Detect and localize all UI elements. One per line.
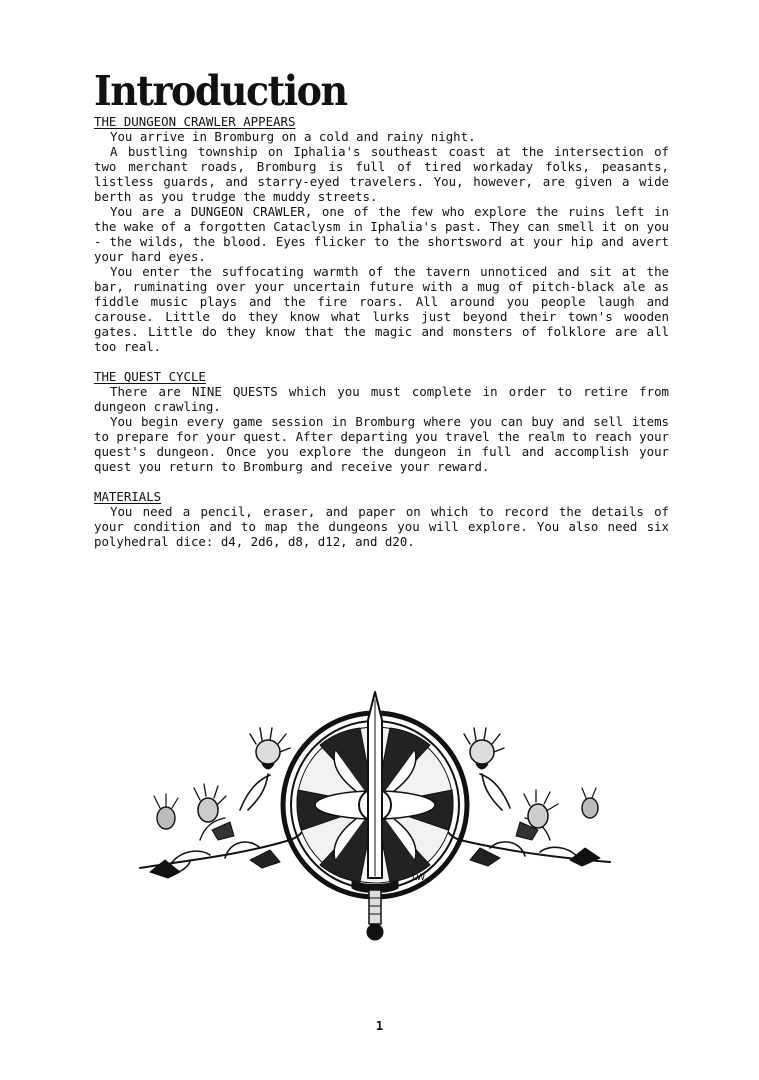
thistle-icon xyxy=(154,794,178,829)
section-quest-cycle xyxy=(94,369,669,474)
body-text xyxy=(94,114,669,564)
page-number: 1 xyxy=(375,1018,384,1033)
paragraph: You need a pencil, eraser, and paper on which to record the details of your condition and to map the dungeons you will explore. You also need six polyhedral dice: d4, 2d6, d8, d12, and d20. xyxy=(94,504,669,549)
paragraph: You are a DUNGEON CRAWLER, one of the few who explore the ruins left in the wake of a forgotten Cataclysm in Iphalia's past. They can smell it on you - the wilds, the blood. Eyes flicker to the shortsword at your hip and avert your hard eyes. xyxy=(94,204,669,264)
paragraph: You arrive in Bromburg on a cold and rainy night. xyxy=(110,129,476,144)
section-heading: MATERIALS xyxy=(94,489,162,504)
thistle-icon xyxy=(464,728,504,810)
thistle-icon xyxy=(524,790,558,828)
ornamental-illustration xyxy=(130,690,620,950)
thistle-icon xyxy=(194,784,226,822)
page-title: Introduction xyxy=(94,66,347,115)
section-dungeon-crawler xyxy=(94,114,669,354)
paragraph: A bustling township on Iphalia's southeast coast at the intersection of two merchant roads, Bromburg is full of tired workaday folks, peasants, listless guards, and starry-eyed travelers. You, however, are given a wide berth as you trudge the muddy streets. xyxy=(94,144,669,204)
artist-signature: LW xyxy=(412,873,426,883)
section-materials xyxy=(94,489,669,549)
paragraph: You begin every game session in Bromburg where you can buy and sell items to prepare for your quest. After departing you travel the realm to reach your quest's dungeon. Once you explore the dungeon in full and accomplish your quest you return to Bromburg and receive your reward. xyxy=(94,414,669,474)
thistle-icon xyxy=(582,788,598,818)
section-heading: THE QUEST CYCLE xyxy=(94,369,206,384)
paragraph: You enter the suffocating warmth of the tavern unnoticed and sit at the bar, ruminating over your uncertain future with a mug of pitch-black ale as fiddle music plays and the fire roars. All around you people laugh and carouse. Little do they know what lurks just beyond their town's wooden gates. Little do they know that the magic and monsters of folklore are all too real. xyxy=(94,264,669,354)
paragraph: There are NINE QUESTS which you must complete in order to retire from dungeon crawling. xyxy=(94,384,669,414)
compass-medallion xyxy=(283,692,467,897)
section-heading: THE DUNGEON CRAWLER APPEARS xyxy=(94,114,296,129)
